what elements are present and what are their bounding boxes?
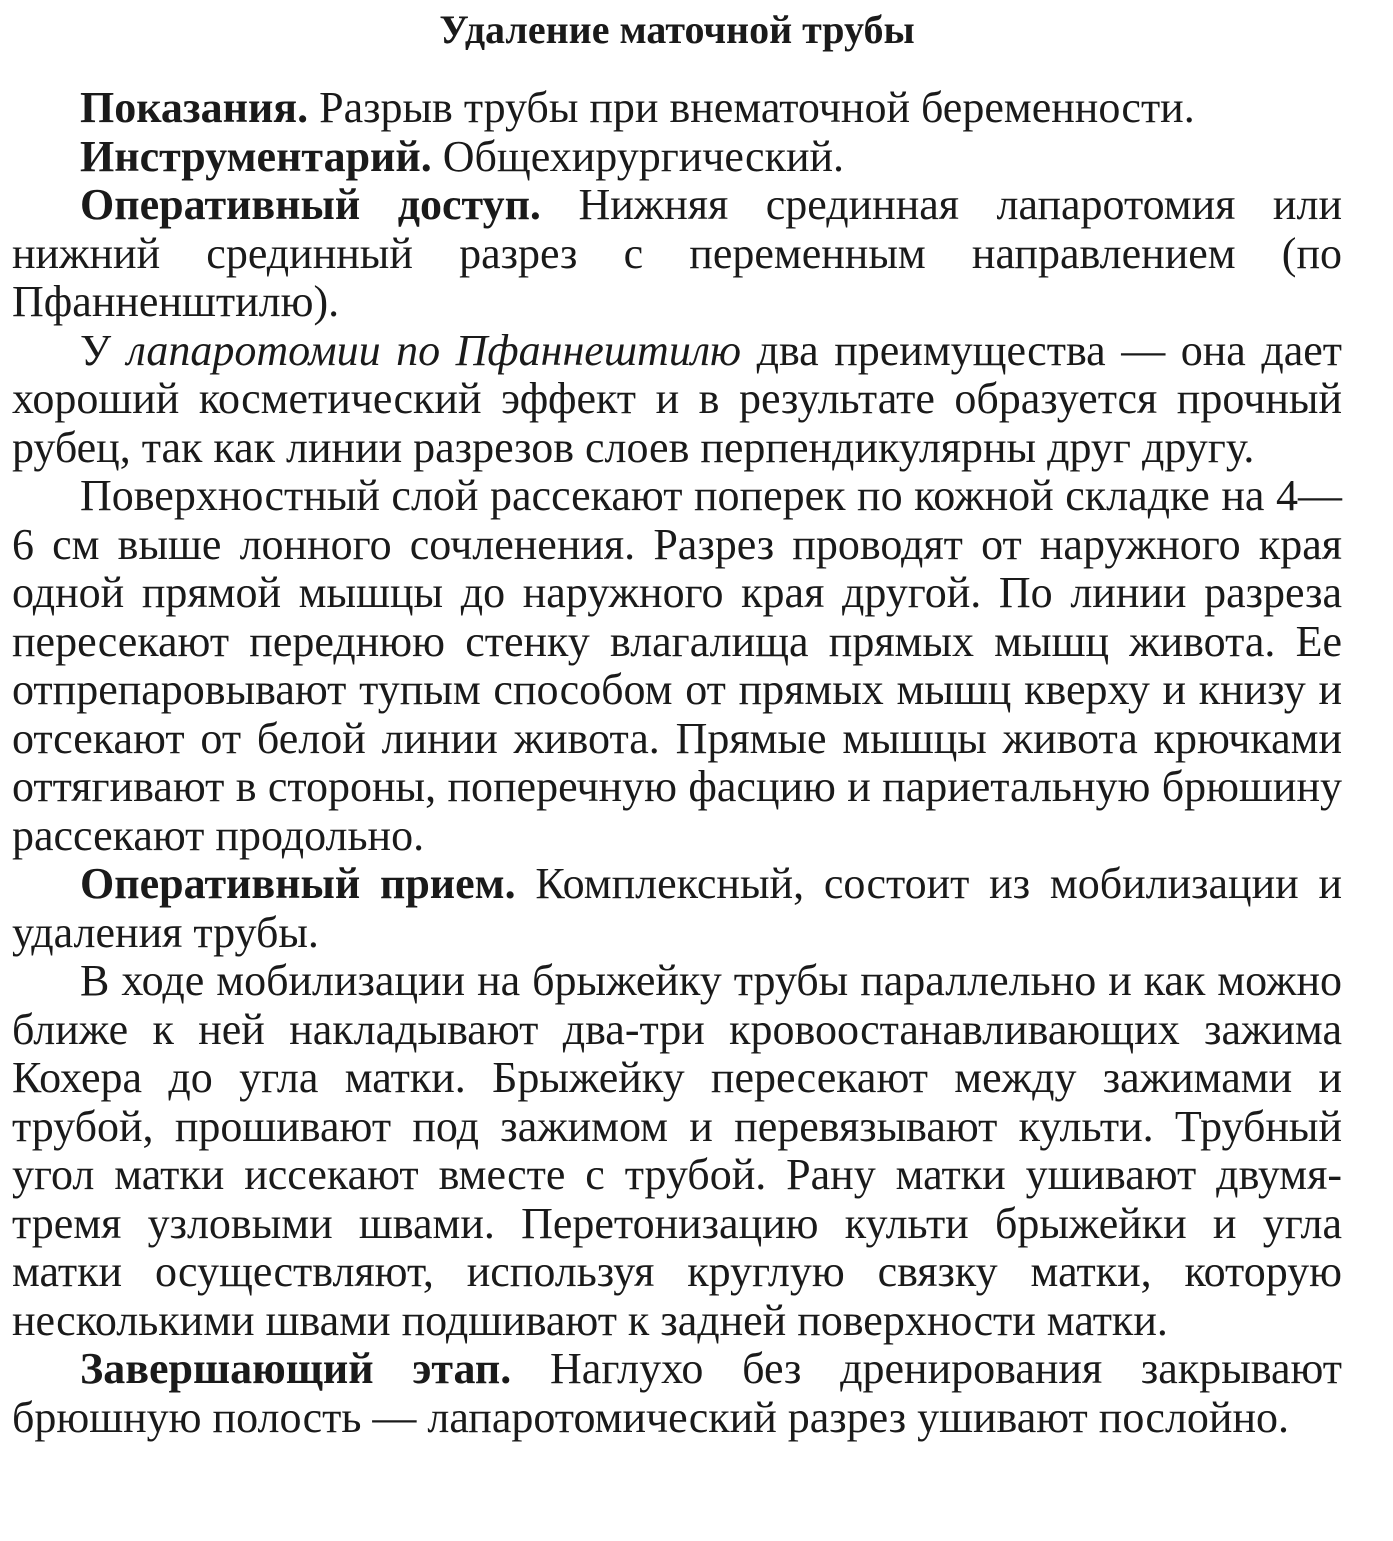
instruments-text: Общехирургический. bbox=[431, 131, 845, 181]
paragraph-final-stage bbox=[12, 1345, 1342, 1442]
final-stage-text: Наглухо без дренирования закрывают брюшную полость — лапаротомический разрез ушивают послойно. bbox=[12, 1344, 1343, 1442]
document-title: Удаление маточной трубы bbox=[439, 7, 915, 52]
surface-layer-text: Поверхностный слой рассекают поперек по кожной складке на 4—6 см выше лонного сочленения. Разрез проводят от наружного края одной прямой мышцы до наружного края другой. По линии разреза пересекают переднюю стенку влагалища прямых мышц живота. Ее отпрепаровывают тупым способом от прямых мышц кверху и книзу и отсекают от белой линии живота. Прямые мышцы живота крючками оттягивают в стороны, поперечную фасцию и париетальную брюшину рассекают продольно. bbox=[12, 471, 1342, 860]
access-text: Нижняя срединная лапаротомия или нижний срединный разрез с переменным направлением (по Пфанненштилю). bbox=[12, 180, 1342, 326]
instruments-heading: Инструментарий. bbox=[80, 131, 432, 181]
access-heading: Оперативный доступ. bbox=[80, 180, 541, 229]
mobilization-text: В ходе мобилизации на брыжейку трубы параллельно и как можно ближе к ней накладывают два-три кровоостанавливающих зажима Кохера до угла матки. Брыжейку пересекают между зажимами и трубой, прошивают под зажимом и перевязывают культи. Трубный угол матки иссекают вместе с трубой. Рану матки ушивают двумя-тремя узловыми швами. Перетонизацию культи брыжейки и угла матки осуществляют, используя круглую связку матки, которую несколькими швами подшивают к задней поверхности матки. bbox=[12, 956, 1342, 1345]
final-stage-heading: Завершающий этап. bbox=[80, 1344, 512, 1393]
paragraph-procedure bbox=[12, 860, 1342, 957]
document-page bbox=[12, 0, 1342, 1442]
procedure-heading: Оперативный прием. bbox=[80, 859, 516, 908]
pfannenstiel-text: два преимущества — она дает хороший косметический эффект и в результате образуется прочный рубец, так как линии разрезов слоев перпендикулярны друг другу. bbox=[12, 325, 1342, 472]
pfannenstiel-italic-term: лапаротомии по Пфаннештилю bbox=[126, 325, 742, 375]
paragraph-mobilization bbox=[12, 957, 1342, 1345]
procedure-text: Комплексный, состоит из мобилизации и удаления трубы. bbox=[12, 859, 1342, 957]
paragraph-pfannenstiel bbox=[12, 327, 1342, 473]
paragraph-access bbox=[12, 181, 1342, 327]
pfannenstiel-prefix: У bbox=[80, 325, 127, 375]
paragraph-indications bbox=[12, 84, 1342, 133]
indications-heading: Показания. bbox=[80, 83, 309, 132]
paragraph-instruments bbox=[12, 133, 1342, 182]
paragraph-surface-layer bbox=[12, 472, 1342, 860]
indications-text: Разрыв трубы при внематочной беременности. bbox=[308, 83, 1195, 132]
